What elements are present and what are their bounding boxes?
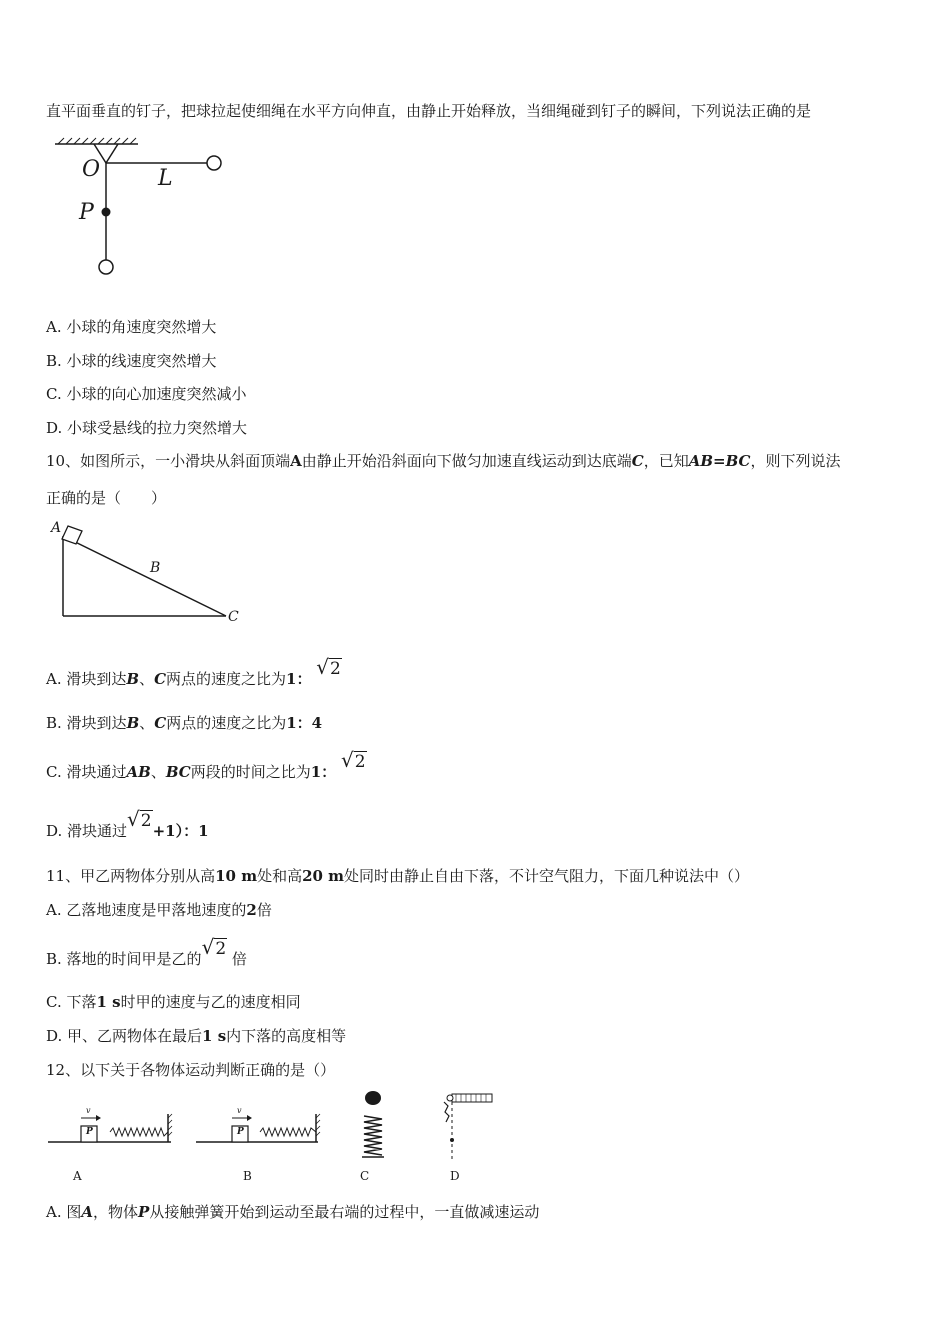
q11-option-d: D. 甲、乙两物体在最后1 s内下落的高度相等: [46, 1027, 347, 1045]
q9-option-a: A. 小球的角速度突然增大: [46, 318, 217, 336]
fig-b-p-label: P: [237, 1127, 244, 1137]
q9-option-c: C. 小球的向心加速度突然减小: [46, 385, 247, 403]
sqrt-symbol: √2: [127, 807, 152, 831]
slider-block: [62, 526, 82, 544]
q12-stem: 12、以下关于各物体运动判断正确的是（）: [46, 1061, 336, 1079]
sqrt-symbol: √2: [316, 655, 341, 679]
fig-b-v-label: v: [237, 1106, 242, 1115]
q12-option-a: A. 图A，物体P从接触弹簧开始到运动至最右端的过程中，一直做减速运动: [46, 1203, 540, 1221]
fig-a-v-label: v: [86, 1106, 91, 1115]
nail-p-dot: [102, 208, 111, 217]
q10-option-c: C. 滑块通过AB、BC两段的时间之比为1： √2: [46, 748, 366, 781]
q9-option-d: D. 小球受悬线的拉力突然增大: [46, 419, 248, 437]
incline-label-a: A: [51, 520, 62, 536]
incline-label-b: B: [150, 560, 161, 576]
label-l: L: [158, 166, 173, 191]
q11-stem: 11、甲乙两物体分别从高10 m处和高20 m处同时由静止自由下落，不计空气阻力，下面几种说法中（）: [46, 867, 750, 885]
label-p: P: [79, 200, 94, 225]
figure-d-caption: D: [450, 1169, 460, 1183]
ball: [365, 1091, 381, 1105]
figure-a: [48, 1114, 172, 1142]
figure-a-caption: A: [73, 1169, 82, 1183]
q10-option-d: D. 滑块通过√2+1）：1: [46, 807, 209, 840]
figure-c-caption: C: [360, 1169, 370, 1183]
q12-figures: [46, 1088, 516, 1188]
label-o: O: [82, 157, 101, 182]
sqrt-symbol: √2: [340, 748, 366, 772]
q11-option-c: C. 下落1 s时甲的速度与乙的速度相同: [46, 993, 301, 1011]
q9-option-b: B. 小球的线速度突然增大: [46, 352, 217, 370]
q11-option-b: B. 落地的时间甲是乙的√2 倍: [46, 935, 247, 968]
figure-d: [444, 1094, 492, 1160]
figure-b-caption: B: [243, 1169, 252, 1183]
figure-c: [362, 1091, 384, 1157]
sqrt-symbol: √2: [201, 935, 227, 959]
q10-option-a: A. 滑块到达B、C两点的速度之比为1： √2: [46, 655, 341, 688]
q9-intro: 直平面垂直的钉子，把球拉起使细绳在水平方向伸直，由静止开始释放，当细绳碰到钉子的瞬间，下列说法正确的是: [46, 102, 812, 120]
q11-option-a: A. 乙落地速度是甲落地速度的2倍: [46, 901, 272, 919]
incline-figure: [46, 518, 246, 628]
q10-stem-line1: 10、如图所示，一小滑块从斜面顶端A由静止开始沿斜面向下做匀加速直线运动到达底端C，已知AB=BC，则下列说法: [46, 452, 841, 470]
fig-a-p-label: P: [86, 1127, 93, 1137]
figure-b: [196, 1114, 320, 1142]
q10-stem-line2: 正确的是（ ）: [46, 489, 167, 507]
incline-label-c: C: [228, 609, 239, 625]
q10-option-b: B. 滑块到达B、C两点的速度之比为1：4: [46, 714, 323, 732]
